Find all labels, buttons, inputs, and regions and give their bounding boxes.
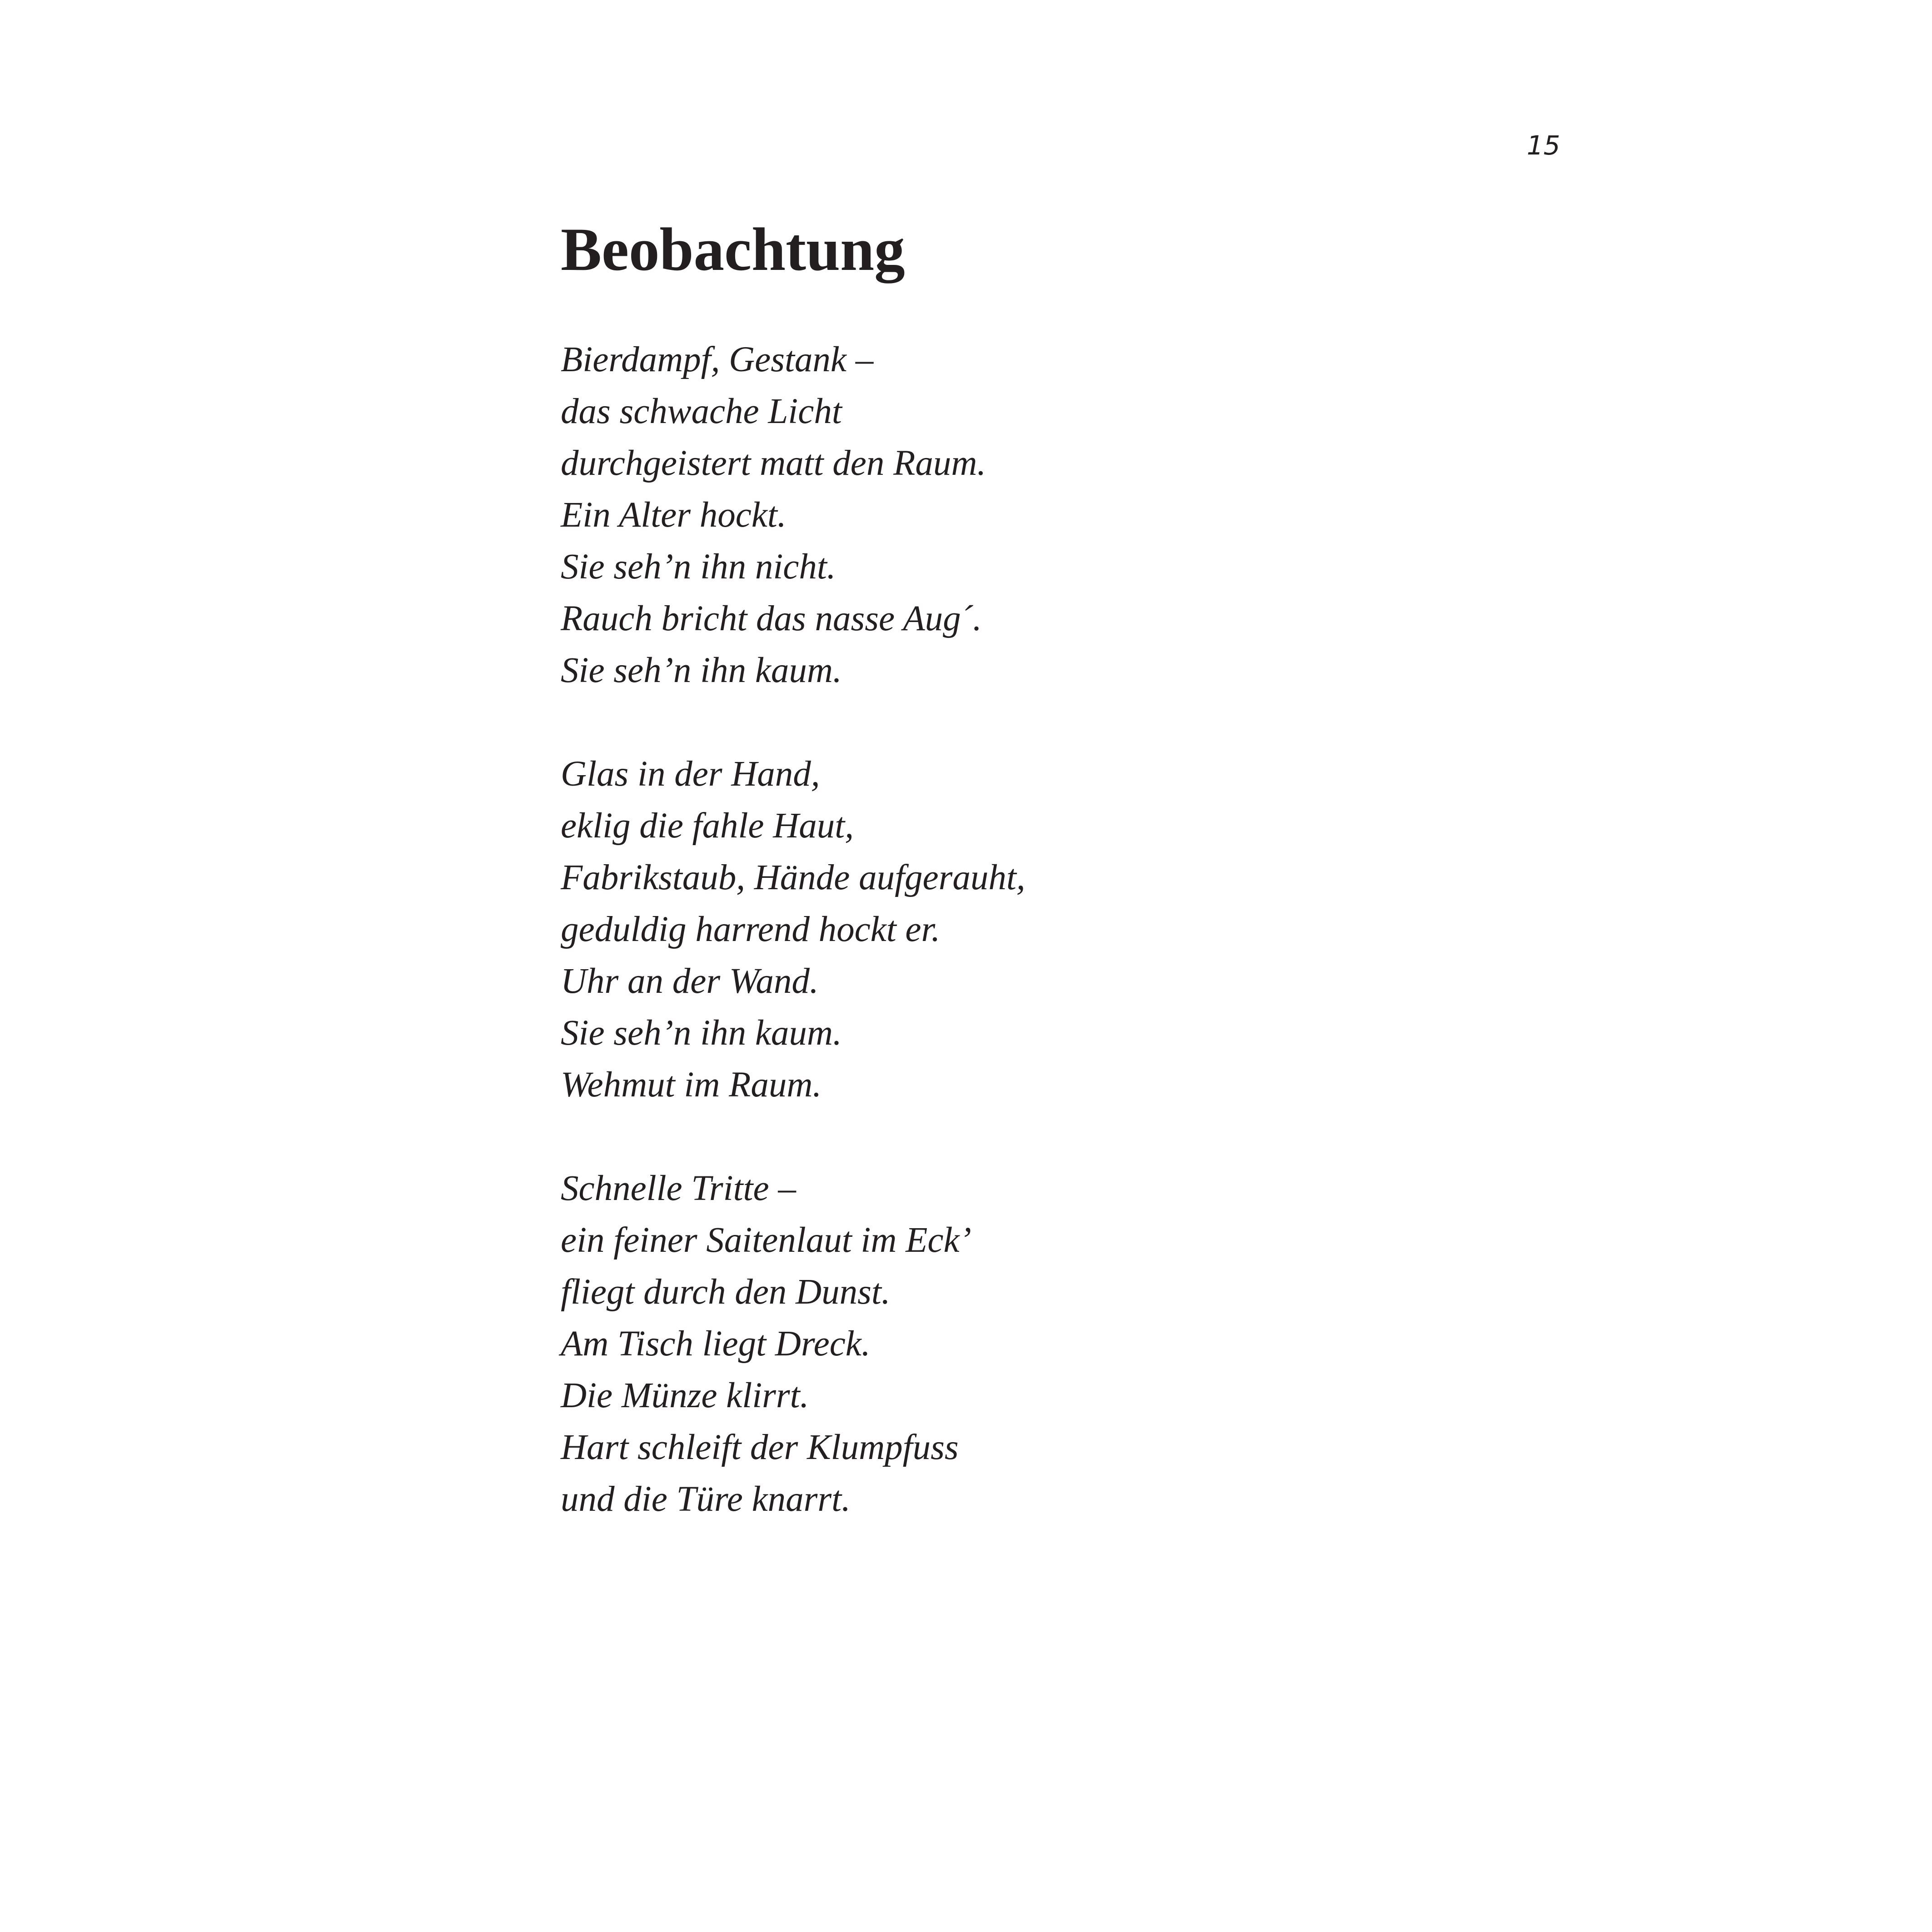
- poem-line: Am Tisch liegt Dreck.: [561, 1324, 871, 1364]
- poem-title: Beobachtung: [561, 216, 905, 284]
- poem-line: Sie seh’n ihn kaum.: [561, 1013, 842, 1053]
- poem-line: Bierdampf, Gestank –: [561, 340, 874, 379]
- poem-line: Ein Alter hockt.: [561, 495, 787, 535]
- poem-line: Sie seh’n ihn kaum.: [561, 651, 842, 690]
- stanza-3: [561, 1163, 1651, 1525]
- page-number: 15: [1527, 130, 1560, 161]
- stanza-1: [561, 334, 1651, 697]
- poem-line: Wehmut im Raum.: [561, 1065, 822, 1105]
- stanza-2: [561, 748, 1651, 1111]
- poem-line: Rauch bricht das nasse Aug´.: [561, 599, 982, 638]
- poem-line: und die Türe knarrt.: [561, 1479, 851, 1519]
- poem-line: Die Münze klirrt.: [561, 1376, 809, 1415]
- poem-line: Hart schleift der Klumpfuss: [561, 1428, 959, 1467]
- poem-line: geduldig harrend hockt er.: [561, 910, 941, 949]
- poem-line: Fabrikstaub, Hände aufgerauht,: [561, 858, 1026, 897]
- poem-line: das schwache Licht: [561, 392, 842, 431]
- poem-line: durchgeistert matt den Raum.: [561, 443, 986, 483]
- poem-line: Uhr an der Wand.: [561, 961, 819, 1001]
- poem-line: eklig die fahle Haut,: [561, 806, 854, 846]
- poem-line: Sie seh’n ihn nicht.: [561, 547, 836, 587]
- poem-line: ein feiner Saitenlaut im Eck’: [561, 1220, 971, 1260]
- poem-line: fliegt durch den Dunst.: [561, 1272, 891, 1312]
- poem-line: Glas in der Hand,: [561, 754, 820, 794]
- poem-body: [561, 334, 1651, 1577]
- poem-line: Schnelle Tritte –: [561, 1169, 796, 1208]
